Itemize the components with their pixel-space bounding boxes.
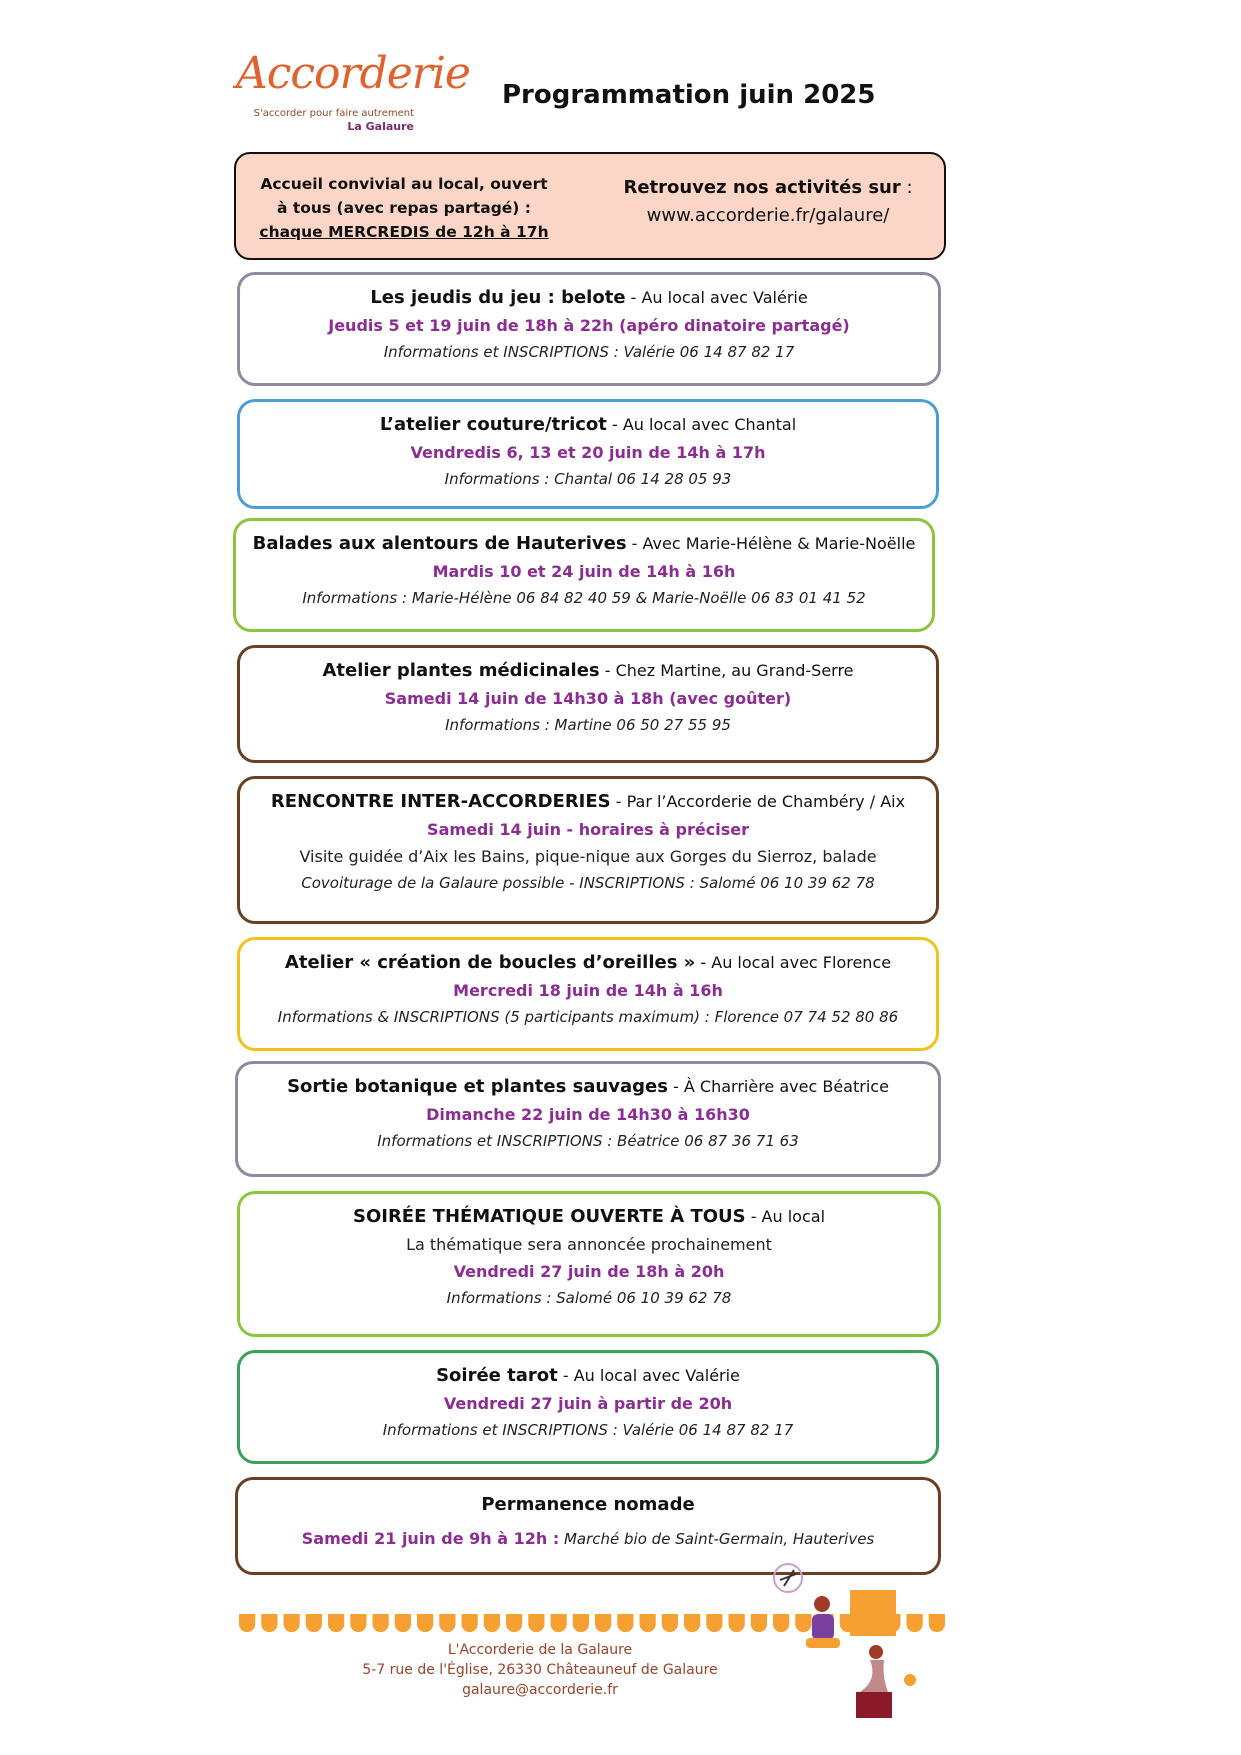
event-info: Informations : Chantal 06 14 28 05 93: [444, 470, 732, 488]
person-body-2: [860, 1660, 888, 1692]
awning-scallop: [417, 1614, 433, 1632]
awning-scallop: [439, 1614, 455, 1632]
logo-tagline: S'accorder pour faire autrement: [253, 108, 414, 119]
event-title: Balades aux alentours de Hauterives: [252, 533, 627, 554]
event-info: Informations et INSCRIPTIONS : Valérie 06 14 87 82 17: [383, 343, 795, 361]
accorderie-logo: [236, 48, 470, 134]
event-info: Informations et INSCRIPTIONS : Béatrice 06 87 36 71 63: [377, 1132, 799, 1150]
awning-scallop: [328, 1614, 344, 1632]
person-head: [814, 1596, 830, 1612]
awning-scallop: [484, 1614, 500, 1632]
awning-scallop: [261, 1614, 277, 1632]
event-info: Informations : Salomé 06 10 39 62 78: [446, 1289, 732, 1307]
event-date: Samedi 21 juin de 9h à 12h :: [301, 1529, 560, 1548]
awning-scallop: [306, 1614, 322, 1632]
event-date: Samedi 14 juin - horaires à préciser: [427, 820, 749, 839]
event-title: SOIRÉE THÉMATIQUE OUVERTE À TOUS: [352, 1206, 746, 1227]
event-subtitle: - Au local avec Valérie: [557, 1366, 740, 1385]
event-card-belote: [237, 272, 941, 386]
event-title: Soirée tarot: [436, 1365, 558, 1386]
awning-scallop: [239, 1614, 255, 1632]
footer-org-name: L'Accorderie de la Galaure: [447, 1642, 633, 1658]
event-title: Sortie botanique et plantes sauvages: [287, 1076, 668, 1097]
event-subtitle: - Chez Martine, au Grand-Serre: [599, 661, 854, 680]
awning-scallop: [462, 1614, 478, 1632]
awning-scallop: [662, 1614, 678, 1632]
awning-scallop: [573, 1614, 589, 1632]
welcome-line-1: Accueil convivial au local, ouvert: [260, 175, 548, 193]
website-text: [598, 174, 938, 230]
scissors-shape: [780, 1570, 796, 1586]
orange-block: [850, 1590, 896, 1636]
event-title: RENCONTRE INTER-ACCORDERIES: [270, 791, 611, 812]
event-date: Samedi 14 juin de 14h30 à 18h (avec goûter): [384, 689, 792, 708]
event-subtitle: - Au local avec Valérie: [625, 288, 808, 307]
website-label: Retrouvez nos activités sur: [623, 177, 901, 198]
event-card-tarot: [237, 1350, 939, 1464]
awning-scallop: [729, 1614, 745, 1632]
awning-scallop: [551, 1614, 567, 1632]
event-info: Covoiturage de la Galaure possible - INSCRIPTIONS : Salomé 06 10 39 62 78: [301, 874, 875, 892]
footer-street-address: 5-7 rue de l'Église, 26330 Châteauneuf de Galaure: [362, 1662, 718, 1678]
person-legs: [806, 1638, 840, 1648]
event-info: Informations : Marie-Hélène 06 84 82 40 59 & Marie-Noëlle 06 83 01 41 52: [302, 589, 866, 607]
event-card-balades: [233, 518, 935, 632]
event-title: L’atelier couture/tricot: [379, 414, 607, 435]
flower-shape: [904, 1674, 916, 1686]
event-info: Informations et INSCRIPTIONS : Valérie 06 14 87 82 17: [382, 1421, 794, 1439]
event-info: Marché bio de Saint-Germain, Hauterives: [559, 1530, 875, 1548]
event-card-couture: [237, 399, 939, 509]
awning-scallop: [284, 1614, 300, 1632]
chair-shape: [856, 1692, 892, 1718]
event-date: Vendredis 6, 13 et 20 juin de 14h à 17h: [410, 443, 766, 462]
event-card-plantes-medicinales: [237, 645, 939, 763]
awning-scallop: [528, 1614, 544, 1632]
event-date: Vendredi 27 juin de 18h à 20h: [453, 1262, 725, 1281]
event-info: Informations : Martine 06 50 27 55 95: [445, 716, 731, 734]
event-title: Atelier plantes médicinales: [322, 660, 600, 681]
awning-scallop: [640, 1614, 656, 1632]
event-date: Jeudis 5 et 19 juin de 18h à 22h (apéro dinatoire partagé): [328, 316, 850, 335]
awning-scallop: [373, 1614, 389, 1632]
awning-scallop: [617, 1614, 633, 1632]
event-title: Les jeudis du jeu : belote: [370, 287, 626, 308]
event-date: Mardis 10 et 24 juin de 14h à 16h: [432, 562, 736, 581]
footer-address: [340, 1640, 740, 1700]
logo-place: La Galaure: [347, 120, 414, 133]
event-date: Vendredi 27 juin à partir de 20h: [443, 1394, 733, 1413]
event-title: Permanence nomade: [481, 1494, 695, 1515]
welcome-text: [254, 172, 554, 244]
event-description: Visite guidée d’Aix les Bains, pique-nique aux Gorges du Sierroz, balade: [299, 847, 877, 866]
event-card-botanique: [235, 1061, 941, 1177]
awning-scallop: [506, 1614, 522, 1632]
page-title: Programmation juin 2025: [502, 80, 876, 110]
footer-email[interactable]: galaure@accorderie.fr: [462, 1682, 618, 1698]
event-info: Informations & INSCRIPTIONS (5 participants maximum) : Florence 07 74 52 80 86: [277, 1008, 899, 1026]
event-date: Mercredi 18 juin de 14h à 16h: [453, 981, 723, 1000]
welcome-info-box: [234, 152, 946, 260]
person-head-2: [869, 1645, 883, 1659]
website-url[interactable]: www.accorderie.fr/galaure/: [646, 205, 890, 226]
awning-scallop: [684, 1614, 700, 1632]
event-subtitle: - Au local avec Florence: [695, 953, 892, 972]
event-date: Dimanche 22 juin de 14h30 à 16h30: [426, 1105, 750, 1124]
event-description: La thématique sera annoncée prochainement: [406, 1235, 772, 1254]
event-card-rencontre: [237, 776, 939, 924]
awning-scallop: [706, 1614, 722, 1632]
awning-scallop: [395, 1614, 411, 1632]
website-label-colon: :: [900, 177, 913, 198]
event-card-boucles: [237, 937, 939, 1051]
welcome-line-2: à tous (avec repas partagé) :: [276, 199, 531, 217]
event-subtitle: - Au local avec Chantal: [606, 415, 797, 434]
event-subtitle: - Avec Marie-Hélène & Marie-Noëlle: [626, 534, 916, 553]
logo-wordmark: Accorderie: [236, 48, 470, 99]
welcome-schedule: chaque MERCREDIS de 12h à 17h: [259, 223, 549, 241]
event-subtitle: - À Charrière avec Béatrice: [667, 1077, 889, 1096]
event-card-soiree-thematique: [237, 1191, 941, 1337]
event-subtitle: - Au local: [745, 1207, 826, 1226]
people-illustration: [760, 1560, 950, 1720]
awning-scallop: [350, 1614, 366, 1632]
event-subtitle: - Par l’Accorderie de Chambéry / Aix: [610, 792, 906, 811]
event-title: Atelier « création de boucles d’oreilles »: [284, 952, 696, 973]
person-body: [812, 1614, 834, 1640]
awning-scallop: [595, 1614, 611, 1632]
